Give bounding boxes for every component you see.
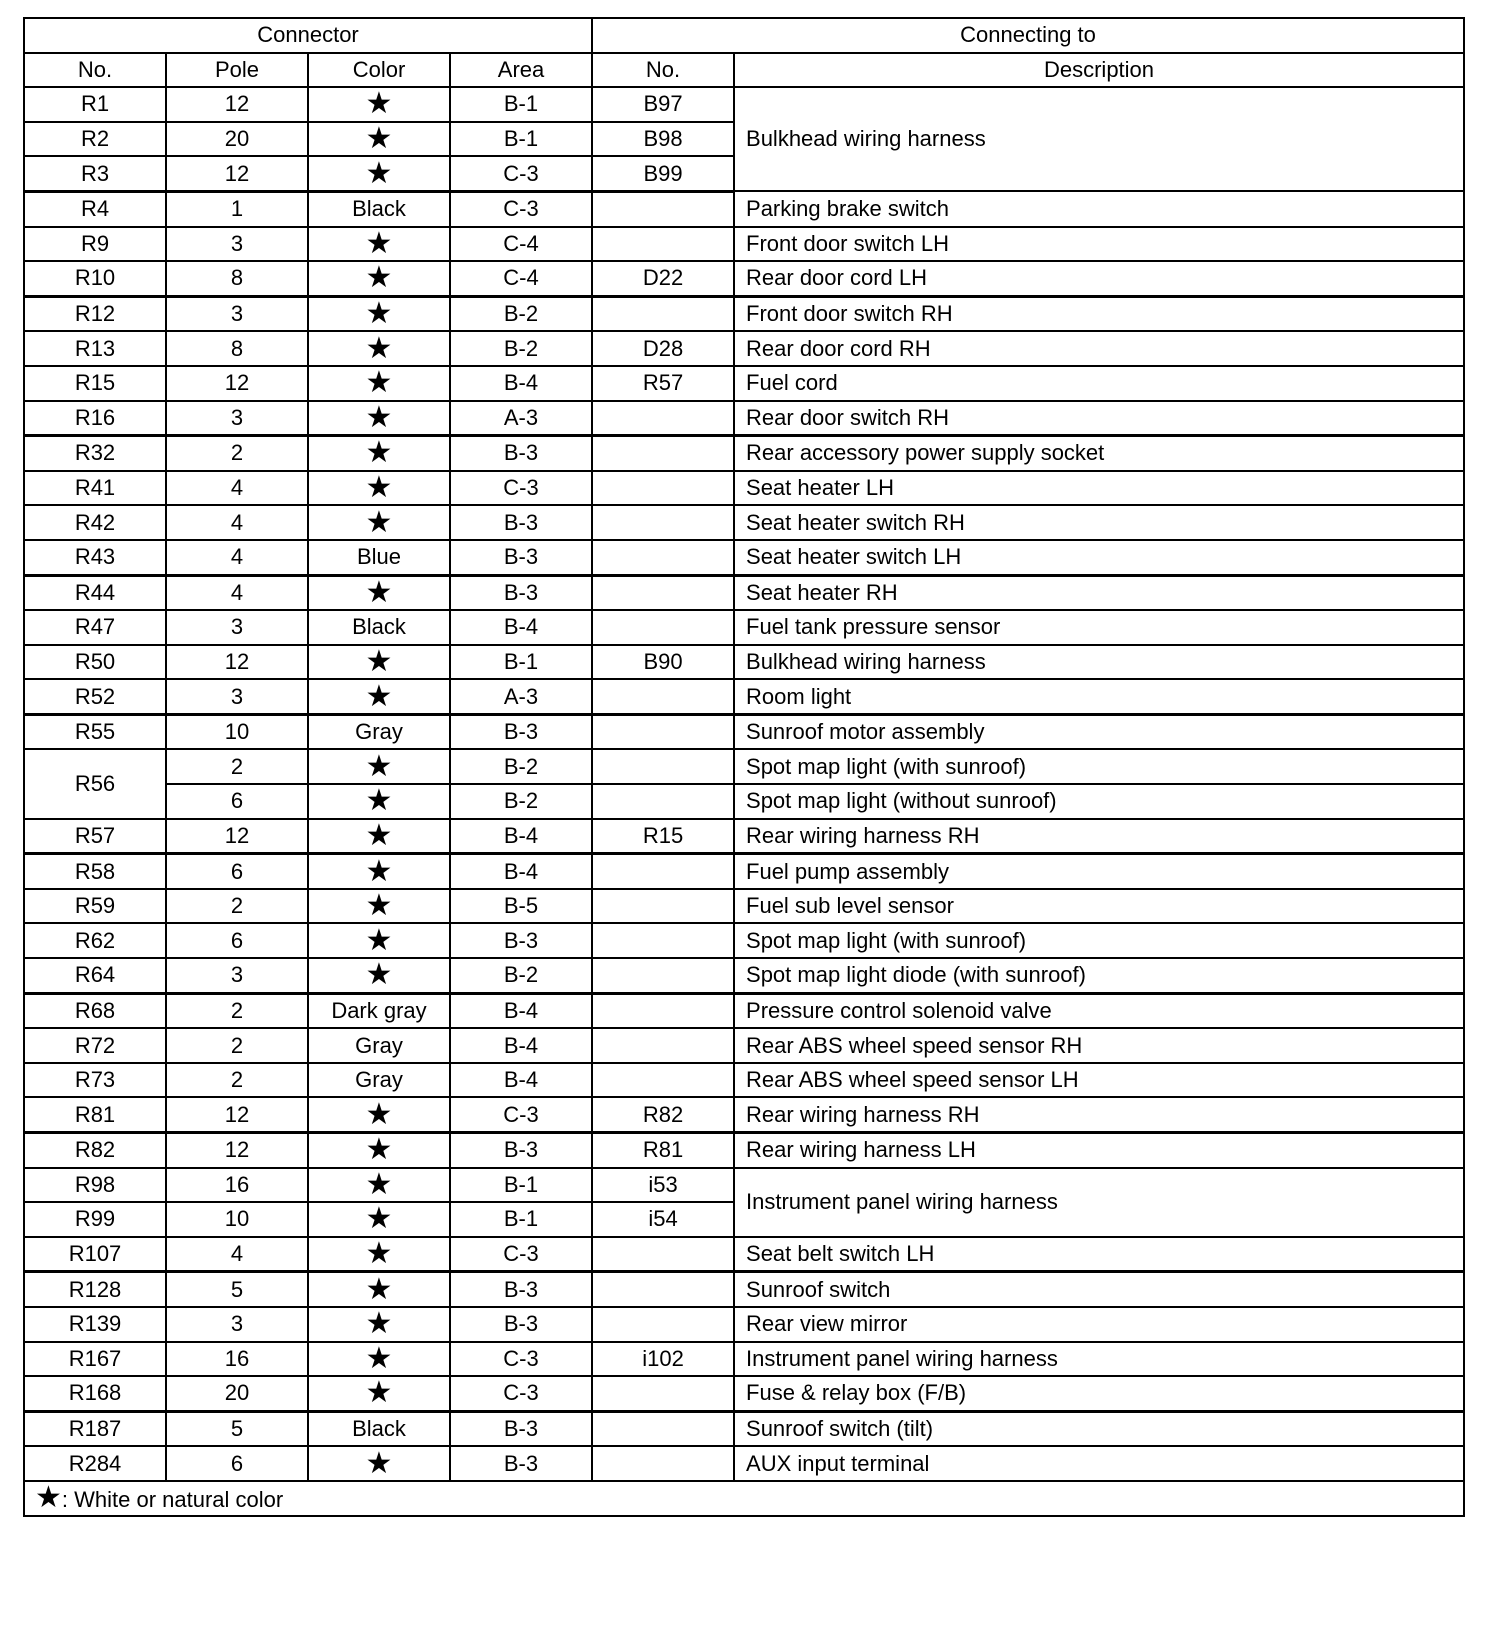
cell-no: R64: [24, 958, 166, 993]
table-row: [24, 366, 1464, 401]
table-row: [24, 958, 1464, 993]
cell-area: B-3: [450, 1307, 592, 1342]
cell-conn-no: [592, 1237, 734, 1272]
cell-area: B-4: [450, 610, 592, 645]
star-icon: ★: [308, 1237, 450, 1272]
cell-conn-no: [592, 540, 734, 575]
star-icon: ★: [308, 1097, 450, 1132]
cell-no: R81: [24, 1097, 166, 1132]
cell-area: C-3: [450, 1376, 592, 1411]
cell-color: Dark gray: [308, 993, 450, 1028]
cell-area: B-4: [450, 1028, 592, 1063]
star-icon: ★: [308, 1272, 450, 1307]
cell-no: R284: [24, 1446, 166, 1481]
cell-area: A-3: [450, 401, 592, 436]
cell-conn-no: [592, 993, 734, 1028]
table-row: [24, 471, 1464, 506]
table-row: [24, 87, 1464, 122]
footnote-text: : White or natural color: [61, 1487, 284, 1513]
star-icon: ★: [308, 1446, 450, 1481]
cell-no: R44: [24, 575, 166, 610]
cell-area: B-1: [450, 87, 592, 122]
table-body-tail: [24, 1237, 1464, 1481]
star-icon: ★: [308, 749, 450, 784]
cell-area: C-3: [450, 471, 592, 506]
cell-color: Gray: [308, 714, 450, 749]
cell-no: R58: [24, 854, 166, 889]
cell-pole: 8: [166, 331, 308, 366]
cell-conn-no: [592, 296, 734, 331]
table-body-instrument: [24, 1168, 1464, 1237]
table-row: [24, 819, 1464, 854]
cell-description: Seat heater switch RH: [734, 505, 1464, 540]
connecting-to-group-header: Connecting to: [592, 18, 1464, 53]
cell-pole: 3: [166, 610, 308, 645]
cell-pole: 2: [166, 749, 308, 784]
cell-pole: 1: [166, 191, 308, 226]
cell-pole: 2: [166, 993, 308, 1028]
cell-description: Rear wiring harness RH: [734, 1097, 1464, 1132]
cell-no: R168: [24, 1376, 166, 1411]
cell-conn-no: B97: [592, 87, 734, 122]
cell-conn-no: R57: [592, 366, 734, 401]
table-row: [24, 575, 1464, 610]
star-icon: ★: [308, 679, 450, 714]
col-header-color: Color: [308, 53, 450, 88]
cell-conn-no: [592, 784, 734, 819]
cell-area: B-4: [450, 854, 592, 889]
cell-pole: 3: [166, 296, 308, 331]
cell-description: Seat heater switch LH: [734, 540, 1464, 575]
cell-conn-no: [592, 679, 734, 714]
cell-pole: 3: [166, 401, 308, 436]
cell-area: B-3: [450, 923, 592, 958]
footnote: [24, 1481, 1464, 1516]
cell-no: R107: [24, 1237, 166, 1272]
star-icon: ★: [308, 958, 450, 993]
cell-no: R42: [24, 505, 166, 540]
cell-conn-no: [592, 1376, 734, 1411]
cell-description: Instrument panel wiring harness: [734, 1342, 1464, 1377]
cell-area: C-3: [450, 156, 592, 191]
table-row: [24, 889, 1464, 924]
star-icon: ★: [308, 331, 450, 366]
cell-pole: 6: [166, 784, 308, 819]
col-header-pole: Pole: [166, 53, 308, 88]
cell-description: Spot map light (with sunroof): [734, 923, 1464, 958]
cell-area: B-3: [450, 1272, 592, 1307]
cell-conn-no: i102: [592, 1342, 734, 1377]
cell-description: Rear view mirror: [734, 1307, 1464, 1342]
cell-area: C-4: [450, 227, 592, 262]
cell-color: Gray: [308, 1063, 450, 1098]
cell-no: R55: [24, 714, 166, 749]
table-row: [24, 749, 1464, 784]
table-row: [24, 227, 1464, 262]
cell-description: Sunroof switch (tilt): [734, 1411, 1464, 1446]
cell-color: Black: [308, 191, 450, 226]
cell-color: Blue: [308, 540, 450, 575]
star-icon: ★: [308, 819, 450, 854]
cell-no: R1: [24, 87, 166, 122]
cell-pole: 4: [166, 540, 308, 575]
col-header-area: Area: [450, 53, 592, 88]
cell-no: R82: [24, 1133, 166, 1168]
cell-color: Black: [308, 610, 450, 645]
cell-conn-no: R81: [592, 1133, 734, 1168]
cell-pole: 3: [166, 679, 308, 714]
cell-description: Bulkhead wiring harness: [734, 645, 1464, 680]
cell-conn-no: [592, 1307, 734, 1342]
cell-area: B-3: [450, 1133, 592, 1168]
star-icon: ★: [308, 645, 450, 680]
star-icon: ★: [308, 122, 450, 157]
cell-conn-no: [592, 191, 734, 226]
table-row: [24, 296, 1464, 331]
cell-no: R187: [24, 1411, 166, 1446]
cell-pole: 5: [166, 1272, 308, 1307]
cell-area: B-1: [450, 122, 592, 157]
cell-conn-no: [592, 471, 734, 506]
cell-no: R2: [24, 122, 166, 157]
cell-conn-no: B90: [592, 645, 734, 680]
cell-pole: 12: [166, 156, 308, 191]
cell-no: R41: [24, 471, 166, 506]
star-icon: ★: [308, 87, 450, 122]
table-row: [24, 1411, 1464, 1446]
cell-pole: 6: [166, 923, 308, 958]
cell-area: B-4: [450, 993, 592, 1028]
table-row: [24, 436, 1464, 471]
col-header-no: No.: [24, 53, 166, 88]
cell-pole: 12: [166, 1097, 308, 1132]
star-icon: ★: [308, 1168, 450, 1203]
cell-pole: 12: [166, 819, 308, 854]
cell-no: R10: [24, 261, 166, 296]
table-row: [24, 1307, 1464, 1342]
table-body: [24, 87, 1464, 191]
cell-no: R167: [24, 1342, 166, 1377]
cell-no: R43: [24, 540, 166, 575]
cell-no: R139: [24, 1307, 166, 1342]
cell-no: R47: [24, 610, 166, 645]
cell-area: B-5: [450, 889, 592, 924]
star-icon: ★: [308, 471, 450, 506]
cell-pole: 3: [166, 227, 308, 262]
cell-description: Pressure control solenoid valve: [734, 993, 1464, 1028]
star-icon: ★: [308, 401, 450, 436]
cell-description: Spot map light (without sunroof): [734, 784, 1464, 819]
cell-area: B-2: [450, 958, 592, 993]
cell-color: Black: [308, 1411, 450, 1446]
cell-pole: 20: [166, 1376, 308, 1411]
cell-description: Sunroof switch: [734, 1272, 1464, 1307]
cell-area: B-1: [450, 1168, 592, 1203]
cell-no: R52: [24, 679, 166, 714]
table-row: [24, 854, 1464, 889]
cell-pole: 20: [166, 122, 308, 157]
cell-no: R16: [24, 401, 166, 436]
cell-description: Rear wiring harness RH: [734, 819, 1464, 854]
cell-pole: 4: [166, 1237, 308, 1272]
cell-description: AUX input terminal: [734, 1446, 1464, 1481]
cell-conn-no: [592, 1272, 734, 1307]
table-row: [24, 1237, 1464, 1272]
star-icon: ★: [308, 1376, 450, 1411]
cell-description: Fuel pump assembly: [734, 854, 1464, 889]
star-icon: ★: [308, 923, 450, 958]
cell-description: Rear accessory power supply socket: [734, 436, 1464, 471]
table-row: [24, 784, 1464, 819]
cell-conn-no: i53: [592, 1168, 734, 1203]
cell-area: B-1: [450, 645, 592, 680]
cell-no: R57: [24, 819, 166, 854]
cell-area: A-3: [450, 679, 592, 714]
table-row: [24, 714, 1464, 749]
table-row: [24, 1168, 1464, 1203]
cell-conn-no: [592, 958, 734, 993]
cell-description: Rear wiring harness LH: [734, 1133, 1464, 1168]
table-row: [24, 1133, 1464, 1168]
cell-description: Front door switch RH: [734, 296, 1464, 331]
cell-conn-no: B99: [592, 156, 734, 191]
cell-area: B-3: [450, 1446, 592, 1481]
table-row: [24, 505, 1464, 540]
cell-pole: 3: [166, 1307, 308, 1342]
table-row: [24, 1446, 1464, 1481]
cell-area: B-3: [450, 575, 592, 610]
cell-no: R72: [24, 1028, 166, 1063]
cell-description: Instrument panel wiring harness: [734, 1168, 1464, 1237]
star-icon: ★: [308, 889, 450, 924]
cell-conn-no: [592, 505, 734, 540]
table-row: [24, 1342, 1464, 1377]
cell-conn-no: [592, 749, 734, 784]
cell-description: Rear ABS wheel speed sensor LH: [734, 1063, 1464, 1098]
cell-no: R68: [24, 993, 166, 1028]
cell-conn-no: R82: [592, 1097, 734, 1132]
cell-description: Fuel tank pressure sensor: [734, 610, 1464, 645]
cell-conn-no: [592, 610, 734, 645]
cell-pole: 16: [166, 1168, 308, 1203]
cell-conn-no: [592, 854, 734, 889]
cell-no: R59: [24, 889, 166, 924]
cell-pole: 12: [166, 366, 308, 401]
cell-pole: 2: [166, 436, 308, 471]
cell-conn-no: [592, 889, 734, 924]
cell-area: B-3: [450, 505, 592, 540]
table-row: [24, 1028, 1464, 1063]
cell-no: R62: [24, 923, 166, 958]
cell-no: R99: [24, 1202, 166, 1237]
cell-description: Sunroof motor assembly: [734, 714, 1464, 749]
cell-conn-no: [592, 1411, 734, 1446]
cell-pole: 10: [166, 1202, 308, 1237]
cell-description: Rear door cord RH: [734, 331, 1464, 366]
cell-conn-no: [592, 1446, 734, 1481]
col-header-conn-no: No.: [592, 53, 734, 88]
cell-conn-no: R15: [592, 819, 734, 854]
cell-pole: 4: [166, 471, 308, 506]
cell-area: B-3: [450, 714, 592, 749]
star-icon: ★: [308, 784, 450, 819]
cell-no: R32: [24, 436, 166, 471]
table-row: [24, 401, 1464, 436]
table-body-main: [24, 191, 1464, 1167]
cell-pole: 4: [166, 505, 308, 540]
table-row: [24, 261, 1464, 296]
cell-no: R3: [24, 156, 166, 191]
table-row: [24, 1097, 1464, 1132]
cell-pole: 12: [166, 1133, 308, 1168]
cell-area: C-3: [450, 191, 592, 226]
cell-no: R56: [24, 749, 166, 818]
cell-area: B-3: [450, 1411, 592, 1446]
cell-conn-no: [592, 401, 734, 436]
table-row: [24, 540, 1464, 575]
cell-description: Front door switch LH: [734, 227, 1464, 262]
cell-pole: 4: [166, 575, 308, 610]
cell-no: R12: [24, 296, 166, 331]
cell-conn-no: [592, 227, 734, 262]
cell-pole: 6: [166, 854, 308, 889]
cell-no: R50: [24, 645, 166, 680]
cell-description: Fuel sub level sensor: [734, 889, 1464, 924]
cell-pole: 3: [166, 958, 308, 993]
cell-area: C-4: [450, 261, 592, 296]
connector-table: [23, 17, 1465, 1517]
table-row: [24, 610, 1464, 645]
cell-pole: 2: [166, 1028, 308, 1063]
star-icon: ★: [35, 1481, 62, 1515]
star-icon: ★: [308, 505, 450, 540]
table-row: [24, 1272, 1464, 1307]
star-icon: ★: [308, 366, 450, 401]
cell-area: B-4: [450, 819, 592, 854]
cell-description: Seat belt switch LH: [734, 1237, 1464, 1272]
star-icon: ★: [308, 261, 450, 296]
cell-conn-no: [592, 923, 734, 958]
cell-description: Rear door switch RH: [734, 401, 1464, 436]
star-icon: ★: [308, 854, 450, 889]
cell-description: Spot map light (with sunroof): [734, 749, 1464, 784]
cell-pole: 5: [166, 1411, 308, 1446]
cell-description: Room light: [734, 679, 1464, 714]
cell-conn-no: [592, 575, 734, 610]
star-icon: ★: [308, 227, 450, 262]
table-row: [24, 923, 1464, 958]
cell-description: Fuse & relay box (F/B): [734, 1376, 1464, 1411]
cell-description: Bulkhead wiring harness: [734, 87, 1464, 191]
cell-pole: 8: [166, 261, 308, 296]
cell-description: Seat heater RH: [734, 575, 1464, 610]
table-row: [24, 331, 1464, 366]
cell-no: R73: [24, 1063, 166, 1098]
cell-area: B-4: [450, 1063, 592, 1098]
cell-area: B-2: [450, 331, 592, 366]
cell-no: R9: [24, 227, 166, 262]
table-row: [24, 1376, 1464, 1411]
table-row: [24, 1063, 1464, 1098]
cell-conn-no: [592, 436, 734, 471]
cell-color: Gray: [308, 1028, 450, 1063]
cell-no: R15: [24, 366, 166, 401]
cell-description: Fuel cord: [734, 366, 1464, 401]
connector-group-header: Connector: [24, 18, 592, 53]
star-icon: ★: [308, 575, 450, 610]
cell-area: B-3: [450, 436, 592, 471]
cell-area: B-2: [450, 296, 592, 331]
star-icon: ★: [308, 436, 450, 471]
cell-pole: 12: [166, 645, 308, 680]
star-icon: ★: [308, 1342, 450, 1377]
cell-area: B-2: [450, 749, 592, 784]
table-row: [24, 191, 1464, 226]
table-row: [24, 993, 1464, 1028]
cell-description: Rear ABS wheel speed sensor RH: [734, 1028, 1464, 1063]
cell-area: B-2: [450, 784, 592, 819]
table-row: [24, 645, 1464, 680]
star-icon: ★: [308, 156, 450, 191]
cell-pole: 6: [166, 1446, 308, 1481]
cell-conn-no: [592, 714, 734, 749]
table-row: [24, 679, 1464, 714]
cell-description: Parking brake switch: [734, 191, 1464, 226]
cell-no: R98: [24, 1168, 166, 1203]
cell-description: Rear door cord LH: [734, 261, 1464, 296]
cell-no: R13: [24, 331, 166, 366]
cell-pole: 2: [166, 889, 308, 924]
cell-conn-no: [592, 1063, 734, 1098]
cell-pole: 2: [166, 1063, 308, 1098]
cell-no: R4: [24, 191, 166, 226]
cell-no: R128: [24, 1272, 166, 1307]
cell-conn-no: D22: [592, 261, 734, 296]
star-icon: ★: [308, 1202, 450, 1237]
cell-area: B-4: [450, 366, 592, 401]
star-icon: ★: [308, 1133, 450, 1168]
cell-conn-no: [592, 1028, 734, 1063]
cell-area: B-1: [450, 1202, 592, 1237]
star-icon: ★: [308, 296, 450, 331]
col-header-description: Description: [734, 53, 1464, 88]
star-icon: ★: [308, 1307, 450, 1342]
cell-area: C-3: [450, 1237, 592, 1272]
cell-conn-no: B98: [592, 122, 734, 157]
cell-pole: 10: [166, 714, 308, 749]
cell-pole: 12: [166, 87, 308, 122]
cell-conn-no: i54: [592, 1202, 734, 1237]
cell-description: Seat heater LH: [734, 471, 1464, 506]
cell-conn-no: D28: [592, 331, 734, 366]
cell-area: C-3: [450, 1342, 592, 1377]
cell-description: Spot map light diode (with sunroof): [734, 958, 1464, 993]
cell-area: C-3: [450, 1097, 592, 1132]
cell-area: B-3: [450, 540, 592, 575]
cell-pole: 16: [166, 1342, 308, 1377]
